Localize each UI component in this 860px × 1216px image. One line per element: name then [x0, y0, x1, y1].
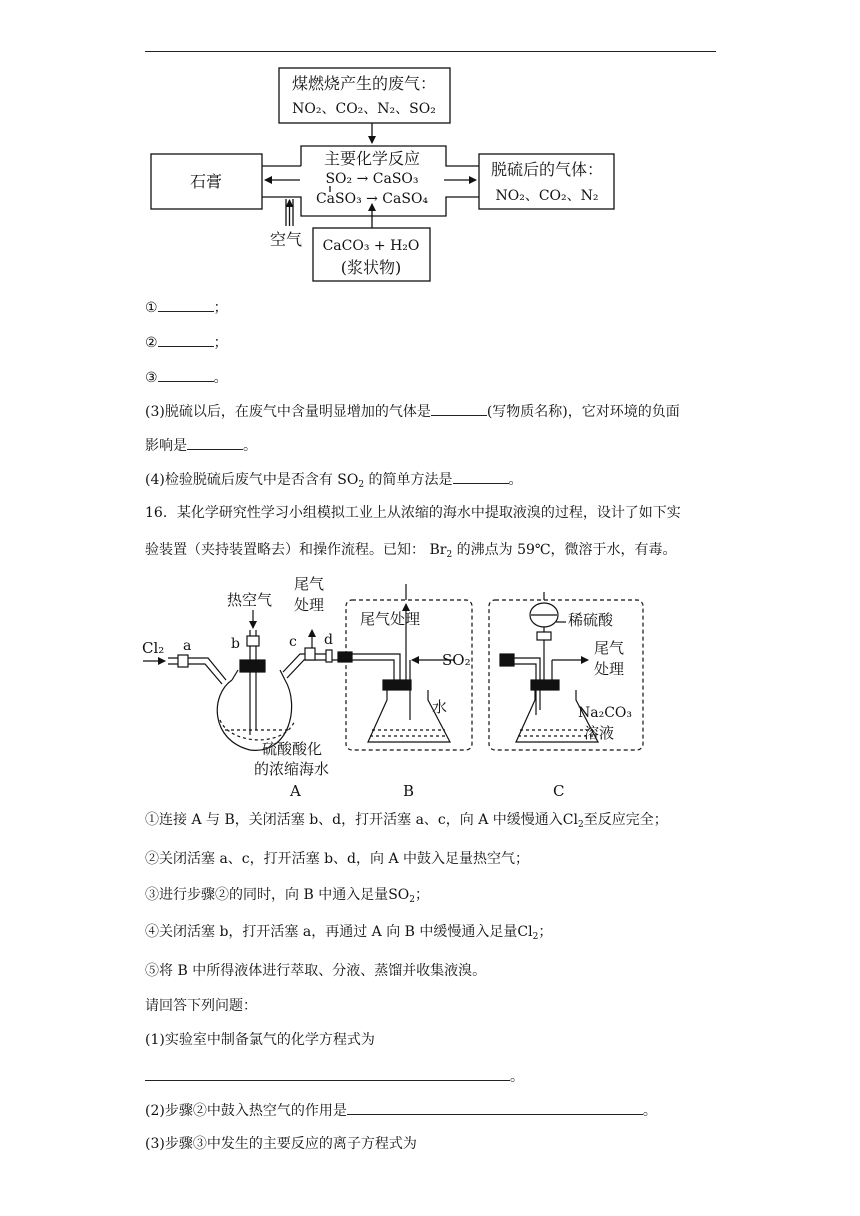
desulfurization-flow-diagram [0, 0, 860, 300]
r1-text: (1)实验室中制备氯气的化学方程式为 [145, 1032, 375, 1048]
q4-sub: 2 [358, 480, 365, 490]
answer-line-2 [145, 332, 228, 353]
question-3-line-2 [145, 435, 257, 456]
valve-a-label: a [183, 638, 192, 654]
problem-16-line-1 [145, 503, 681, 523]
punct-2: ； [213, 335, 228, 351]
step-1 [145, 810, 668, 830]
center-title: 主要化学反应 [323, 149, 421, 168]
step-4 [145, 922, 552, 942]
reaction-2: CaSO₃ → CaSO₄ [315, 191, 429, 207]
p16-text-b1: 验装置（夹持装置略去）和操作流程。已知： [145, 542, 425, 558]
gypsum-label: 石膏 [189, 172, 223, 191]
step-4-cl: Cl [517, 924, 533, 940]
blank-r1[interactable] [145, 1066, 510, 1081]
p16-br: Br [429, 542, 447, 558]
solution-label: 溶液 [584, 724, 615, 742]
valve-c-label: c [289, 634, 297, 650]
source-gases: NO₂、CO₂、N₂、SO₂ [292, 101, 436, 117]
punct-1: ； [213, 300, 228, 316]
question-3b-line [145, 1134, 417, 1154]
seawater-label-2: 的浓缩海水 [254, 760, 330, 778]
seawater-label-1: 硫酸酸化 [262, 740, 323, 758]
marker-2: ② [145, 335, 158, 351]
so2-label: SO₂ [442, 651, 471, 669]
q4-text-a: (4)检验脱硫后废气中是否含有 SO [145, 472, 359, 488]
blank-1[interactable] [158, 297, 214, 312]
tail-gas-a-1: 尾气 [294, 575, 325, 593]
valve-d-label: d [324, 632, 333, 648]
step-3-sub: 2 [409, 895, 415, 905]
question-2-line [145, 1100, 657, 1121]
tail-gas-c-2: 处理 [594, 660, 625, 678]
q3-text-c: 影响是 [145, 438, 187, 454]
label-b: B [403, 782, 415, 800]
blank-q4[interactable] [453, 469, 509, 484]
slurry-line-1: CaCO₃ + H₂O [322, 238, 420, 254]
p16-text-b2: 的沸点为 59℃，微溶于水，有毒。 [452, 542, 677, 558]
question-4-line [145, 469, 523, 490]
r2-period: 。 [642, 1103, 657, 1119]
step-2-text: ②关闭活塞 a、c，打开活塞 b、d，向 A 中鼓入足量热空气； [145, 851, 530, 867]
r1-period: 。 [510, 1069, 524, 1085]
label-c: C [553, 782, 565, 800]
hot-air-label: 热空气 [227, 591, 273, 609]
water-label: 水 [432, 698, 448, 716]
blank-q3a[interactable] [431, 401, 487, 416]
step-4-sub: 2 [532, 932, 539, 942]
q4-period: 。 [508, 472, 523, 488]
question-3-line-1 [145, 401, 680, 422]
q4-text-b: 的简单方法是 [364, 472, 453, 488]
step-3-so: SO [388, 887, 410, 903]
r2-text: (2)步骤②中鼓入热空气的作用是 [145, 1103, 347, 1119]
q3-text-a: (3)脱硫以后，在废气中含量明显增加的气体是 [145, 404, 431, 420]
tail-gas-c-1: 尾气 [594, 639, 625, 657]
tail-gas-a-2: 处理 [294, 596, 325, 614]
step-2 [145, 849, 529, 869]
step-3-text-a: ③进行步骤②的同时，向 B 中通入足量 [145, 887, 389, 903]
ask-text: 请回答下列问题： [145, 998, 257, 1014]
answer-line-3 [145, 367, 228, 388]
reaction-1: SO₂ → CaSO₃ [325, 171, 419, 187]
marker-3: ③ [145, 370, 158, 386]
p16-br-sub: 2 [446, 550, 453, 560]
na2co3-label: Na₂CO₃ [578, 705, 633, 721]
blank-r2[interactable] [347, 1100, 643, 1115]
ask-line [145, 996, 257, 1016]
step-1-text-b: 至反应完全； [583, 812, 668, 828]
step-1-sub: 2 [577, 820, 584, 830]
step-1-text-a: ①连接 A 与 B，关闭活塞 b、d，打开活塞 a、c，向 A 中缓慢通入 [145, 812, 563, 828]
right-title: 脱硫后的气体： [490, 160, 604, 179]
label-a: A [290, 782, 301, 800]
slurry-line-2: (浆状物) [340, 258, 402, 277]
tail-gas-b: 尾气处理 [360, 610, 421, 628]
blank-2[interactable] [158, 332, 214, 347]
air-label: 空气 [270, 230, 303, 249]
step-3-text-b: ； [415, 887, 429, 903]
question-1-answer [145, 1066, 524, 1087]
step-5 [145, 961, 486, 981]
source-title: 煤燃烧产生的废气： [291, 74, 437, 93]
step-1-cl: Cl [562, 812, 578, 828]
answer-line-1 [145, 297, 228, 318]
blank-q3b[interactable] [187, 435, 243, 450]
apparatus-diagram [0, 570, 860, 802]
r3-text: (3)步骤③中发生的主要反应的离子方程式为 [145, 1136, 417, 1152]
punct-3: 。 [213, 370, 228, 386]
step-4-text-b: ； [538, 924, 553, 940]
right-gases: NO₂、CO₂、N₂ [495, 188, 599, 204]
marker-1: ① [145, 300, 158, 316]
valve-b-label: b [231, 636, 240, 652]
step-3 [145, 885, 429, 905]
question-1-line [145, 1030, 375, 1050]
dilute-acid-label: 稀硫酸 [568, 611, 614, 629]
cl2-label: Cl₂ [142, 639, 165, 657]
blank-3[interactable] [158, 367, 214, 382]
step-4-text-a: ④关闭活塞 b，打开活塞 a，再通过 A 向 B 中缓慢通入足量 [145, 924, 518, 940]
problem-16-line-2 [145, 540, 677, 560]
p16-text-a: 16．某化学研究性学习小组模拟工业上从浓缩的海水中提取液溴的过程，设计了如下实 [145, 505, 681, 521]
q3-text-b: (写物质名称)，它对环境的负面 [486, 404, 680, 420]
step-5-text: ⑤将 B 中所得液体进行萃取、分液、蒸馏并收集液溴。 [145, 963, 487, 979]
q3-period: 。 [243, 438, 257, 454]
